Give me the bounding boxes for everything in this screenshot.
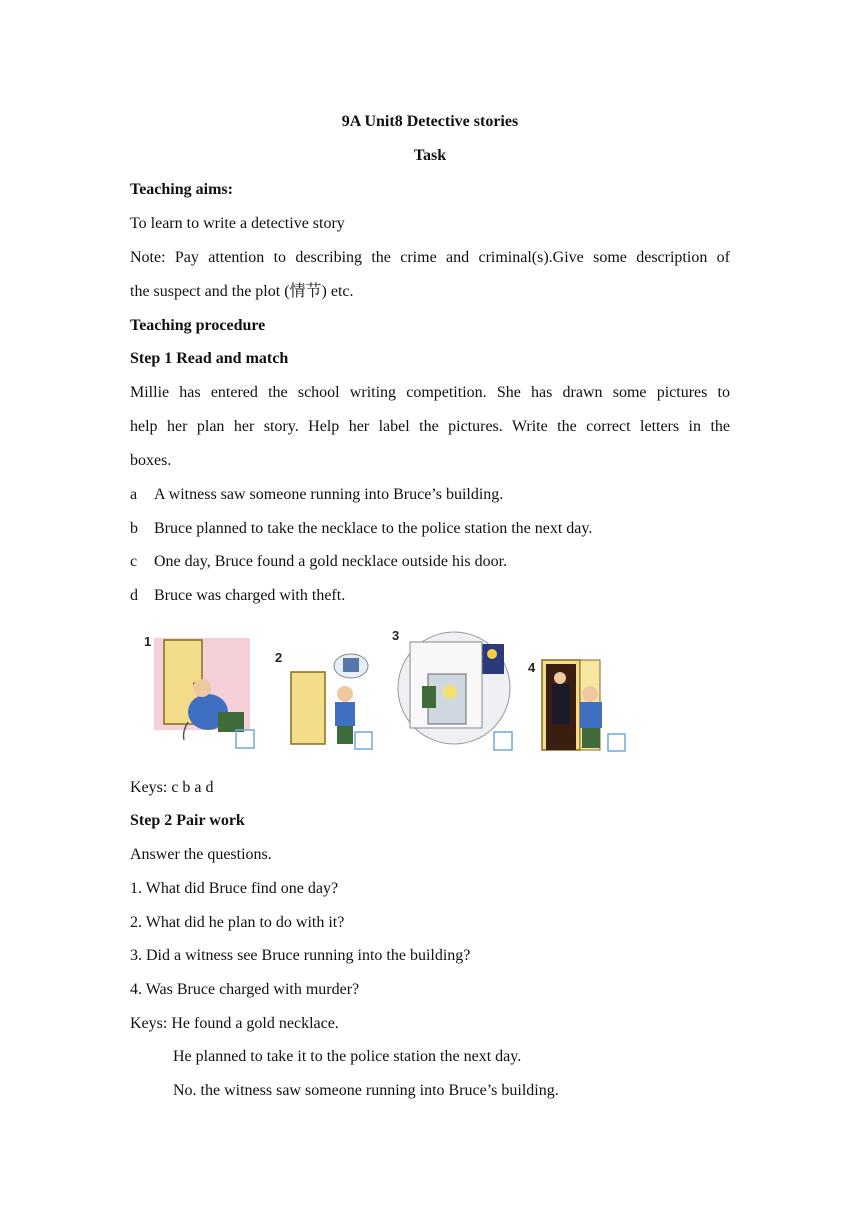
- man-head-shape: [582, 686, 598, 702]
- option-d: [130, 586, 730, 606]
- picture-1: [140, 624, 265, 754]
- policeman-shape: [552, 684, 570, 724]
- answer-box-4[interactable]: [608, 734, 625, 751]
- question-4: 4. Was Bruce charged with murder?: [130, 981, 360, 998]
- picture-3: [388, 624, 518, 758]
- picture-number: 3: [392, 628, 400, 643]
- option-text: Bruce was charged with theft.: [154, 587, 346, 604]
- picture-4: [528, 624, 628, 758]
- step2-key-2: He planned to take it to the police station the next day.: [173, 1048, 522, 1065]
- option-text: Bruce planned to take the necklace to the police station the next day.: [154, 520, 593, 537]
- step1-paragraph-line-2: help her plan her story. Help her label the pictures. Write the correct letters in the: [130, 418, 730, 435]
- step2-key-1: Keys: He found a gold necklace.: [130, 1015, 339, 1032]
- step1-paragraph-line-3: boxes.: [130, 452, 172, 469]
- aims-heading: Teaching aims:: [130, 181, 233, 198]
- option-text: A witness saw someone running into Bruce’s building.: [154, 486, 504, 503]
- picture-number: 2: [275, 650, 283, 665]
- man-head-shape: [193, 679, 211, 697]
- answer-box-1[interactable]: [236, 730, 254, 748]
- option-letter: b: [130, 520, 138, 537]
- step2-heading: Step 2 Pair work: [130, 812, 245, 829]
- moon-shape: [487, 649, 497, 659]
- question-1: 1. What did Bruce find one day?: [130, 880, 339, 897]
- step2-key-3: No. the witness saw someone running into Bruce’s building.: [173, 1082, 559, 1099]
- story-pictures: [130, 624, 730, 758]
- option-b: [130, 519, 730, 539]
- option-a: [130, 485, 730, 505]
- option-text: One day, Bruce found a gold necklace outside his door.: [154, 553, 508, 570]
- aims-note-line-1: Note: Pay attention to describing the crime and criminal(s).Give some description of: [130, 249, 730, 266]
- step1-paragraph-line-1: Millie has entered the school writing competition. She has drawn some pictures to: [130, 384, 730, 401]
- question-3: 3. Did a witness see Bruce running into the building?: [130, 947, 471, 964]
- man-head-shape: [337, 686, 353, 702]
- option-c: [130, 552, 730, 572]
- option-letter: c: [130, 553, 138, 570]
- question-2: 2. What did he plan to do with it?: [130, 914, 345, 931]
- aims-note-line-2: the suspect and the plot (情节) etc.: [130, 283, 354, 300]
- aims-line: To learn to write a detective story: [130, 215, 345, 232]
- picture-number: 4: [528, 660, 536, 675]
- step1-keys: Keys: c b a d: [130, 779, 214, 796]
- picture-number: 1: [144, 634, 152, 649]
- step2-instruction: Answer the questions.: [130, 846, 272, 863]
- document-subtitle: Task: [413, 147, 447, 164]
- man-body-shape: [335, 702, 355, 726]
- step1-heading: Step 1 Read and match: [130, 350, 289, 367]
- door-shape: [291, 672, 325, 744]
- picture-2: [275, 624, 375, 754]
- man-body-shape: [580, 702, 602, 728]
- answer-box-3[interactable]: [494, 732, 512, 750]
- answer-box-2[interactable]: [355, 732, 372, 749]
- option-letter: d: [130, 587, 138, 604]
- option-letter: a: [130, 486, 138, 503]
- procedure-heading: Teaching procedure: [130, 317, 266, 334]
- document-title: 9A Unit8 Detective stories: [341, 113, 519, 130]
